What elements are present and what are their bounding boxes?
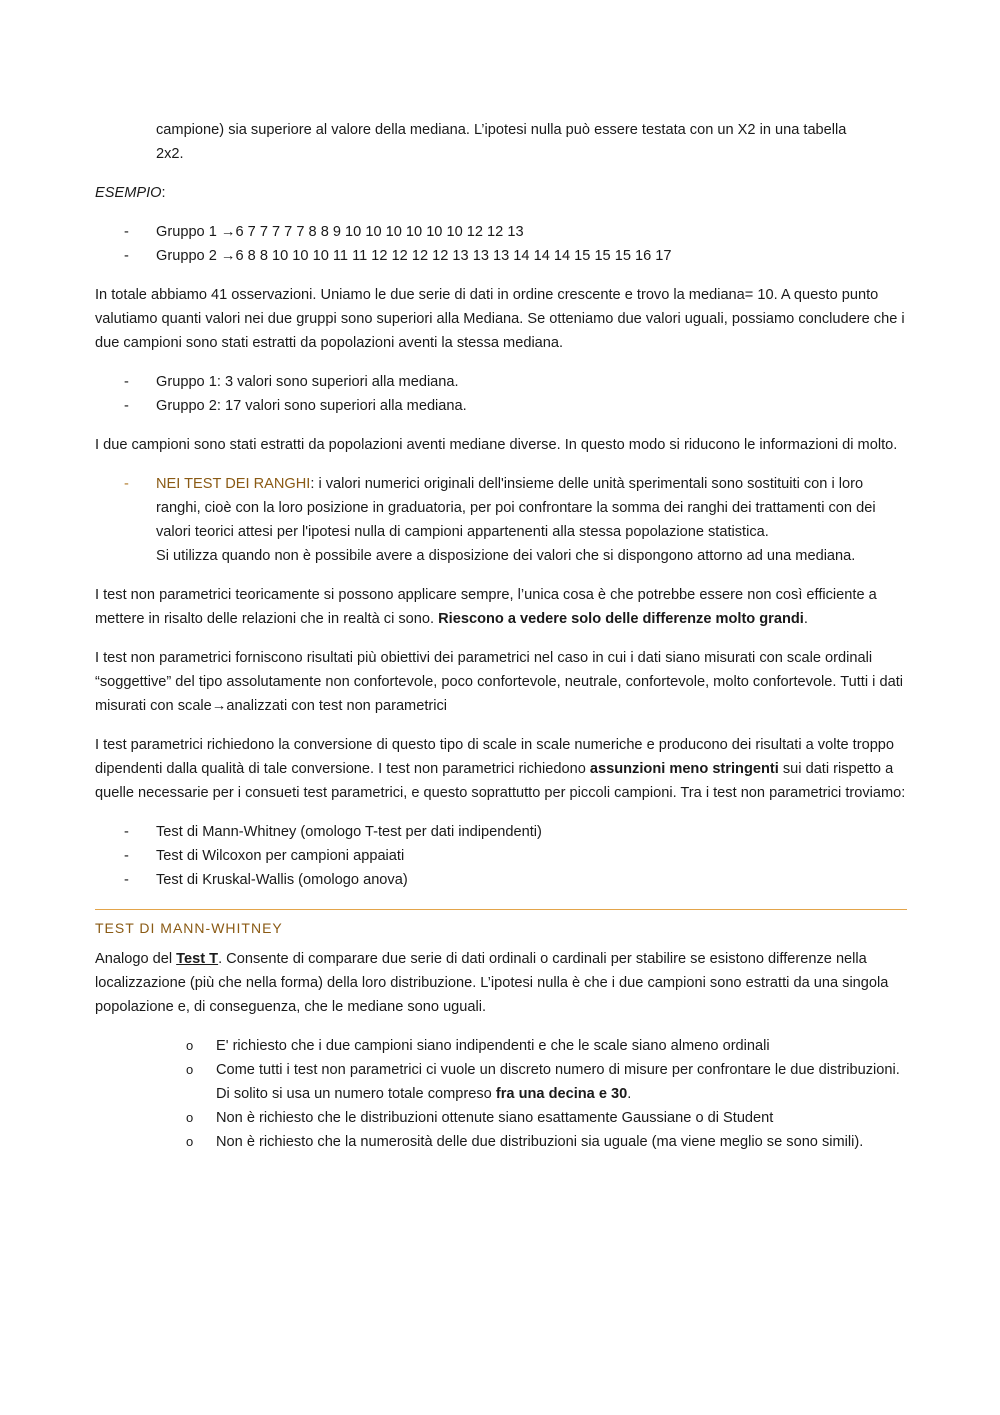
circle-bullet: o (186, 1062, 194, 1077)
groups-list (95, 220, 907, 268)
list-item: o Come tutti i test non parametrici ci vuole un discreto numero di misure per confrontare le due distribuzioni. Di solito si usa un numero totale compreso fra una decina e 30. (95, 1058, 907, 1106)
list-item: o Non è richiesto che la numerosità delle due distribuzioni sia uguale (ma viene meglio se sono simili). (95, 1130, 907, 1154)
list-item: - Gruppo 1: 3 valori sono superiori alla mediana. (95, 370, 907, 394)
dash-bullet: - (124, 824, 129, 840)
test-t-link[interactable]: Test T (176, 951, 219, 967)
paragraph-ordinal-scales: I test non parametrici forniscono risultati più obiettivi dei parametrici nel caso in cui i dati siano misurati con scale ordinali “soggettive” del tipo assolutamente non confortevole, poco confortevole, neutrale, confortevole, molto confortevole. Tutti i dati misurati con scale→analizzati con test non parametrici (95, 650, 903, 714)
text-line: campione) sia superiore al valore della mediana. L’ipotesi nulla può essere testata con un X2 in una tabella (156, 122, 847, 138)
list-item: - Gruppo 2 →6 8 8 10 10 10 11 11 12 12 12 12 13 13 13 14 14 14 15 15 15 16 17 (95, 244, 907, 268)
paragraph-intro-continuation (95, 118, 907, 166)
dash-bullet: - (124, 848, 129, 864)
arrow-right-icon: → (211, 698, 227, 714)
section-heading: TEST DI MANN-WHITNEY (95, 909, 907, 940)
dash-bullet: - (124, 476, 129, 492)
dash-bullet: - (124, 398, 129, 414)
paragraph-median: In totale abbiamo 41 osservazioni. Uniamo le due serie di dati in ordine crescente e trovo la mediana= 10. A questo punto valutiamo quanti valori nei due gruppi sono superiori alla Mediana. Se otteniamo due valori uguali, possiamo concludere che i due campioni sono stati estratti da popolazioni aventi la stessa mediana. (95, 287, 905, 351)
list-item: o E' richiesto che i due campioni siano indipendenti e che le scale siano almeno ordinali (95, 1034, 907, 1058)
arrow-right-icon: → (220, 248, 236, 264)
text-line: 2x2. (156, 146, 184, 162)
paragraph-mann-whitney: Analogo del Test T. Consente di comparare due serie di dati ordinali o cardinali per stabilire se esistono differenze nella localizzazione (più che nella forma) della loro distribuzione. L’ipotesi nulla è che i due campioni sono estratti da una singola popolazione e, di conseguenza, che le mediane sono uguali. (95, 951, 889, 1015)
list-item: - Test di Kruskal-Wallis (omologo anova) (95, 868, 907, 892)
paragraph-nonparametric: I test non parametrici teoricamente si possono applicare sempre, l’unica cosa è che potrebbe essere non così efficiente a mettere in risalto delle relazioni che in realtà ci sono. Riescono a vedere solo delle differenze molto grandi. (95, 587, 877, 627)
paragraph-conclusion: I due campioni sono stati estratti da popolazioni aventi mediane diverse. In questo modo si riducono le informazioni di molto. (95, 437, 898, 453)
list-item: - Test di Mann-Whitney (omologo T-test per dati indipendenti) (95, 820, 907, 844)
dash-bullet: - (124, 872, 129, 888)
tests-list (95, 820, 907, 892)
example-label: ESEMPIO: (95, 185, 166, 201)
list-item: - Test di Wilcoxon per campioni appaiati (95, 844, 907, 868)
arrow-right-icon: → (220, 224, 236, 240)
circle-bullet: o (186, 1110, 194, 1125)
circle-bullet: o (186, 1038, 194, 1053)
dash-bullet: - (124, 374, 129, 390)
list-item: - Gruppo 2: 17 valori sono superiori alla mediana. (95, 394, 907, 418)
ranghi-list (95, 472, 907, 568)
conditions-list (95, 1034, 907, 1154)
list-item: - NEI TEST DEI RANGHI: i valori numerici originali dell'insieme delle unità sperimentali sono sostituiti con i loro ranghi, cioè con la loro posizione in graduatoria, per poi confrontare la somma dei ranghi dei trattamenti con dei valori teorici attesi per l'ipotesi nulla di campioni appartenenti alla stessa popolazione statistica. Si utilizza quando non è possibile avere a disposizione dei valori che si dispongono attorno ad una mediana. (95, 472, 907, 568)
dash-bullet: - (124, 248, 129, 264)
circle-bullet: o (186, 1134, 194, 1149)
list-item: o Non è richiesto che le distribuzioni ottenute siano esattamente Gaussiane o di Student (95, 1106, 907, 1130)
document-page (95, 118, 907, 1154)
dash-bullet: - (124, 224, 129, 240)
ranghi-label: NEI TEST DEI RANGHI (156, 476, 311, 492)
results-list (95, 370, 907, 418)
list-item: - Gruppo 1 →6 7 7 7 7 7 8 8 9 10 10 10 10 10 10 12 12 13 (95, 220, 907, 244)
paragraph-parametric: I test parametrici richiedono la conversione di questo tipo di scale in scale numeriche e producono dei risultati a volte troppo dipendenti dalla qualità di tale conversione. I test non parametrici richiedono assunzioni meno stringenti sui dati rispetto a quelle necessarie per i consueti test parametrici, e questo soprattutto per piccoli campioni. Tra i test non parametrici troviamo: (95, 737, 906, 801)
